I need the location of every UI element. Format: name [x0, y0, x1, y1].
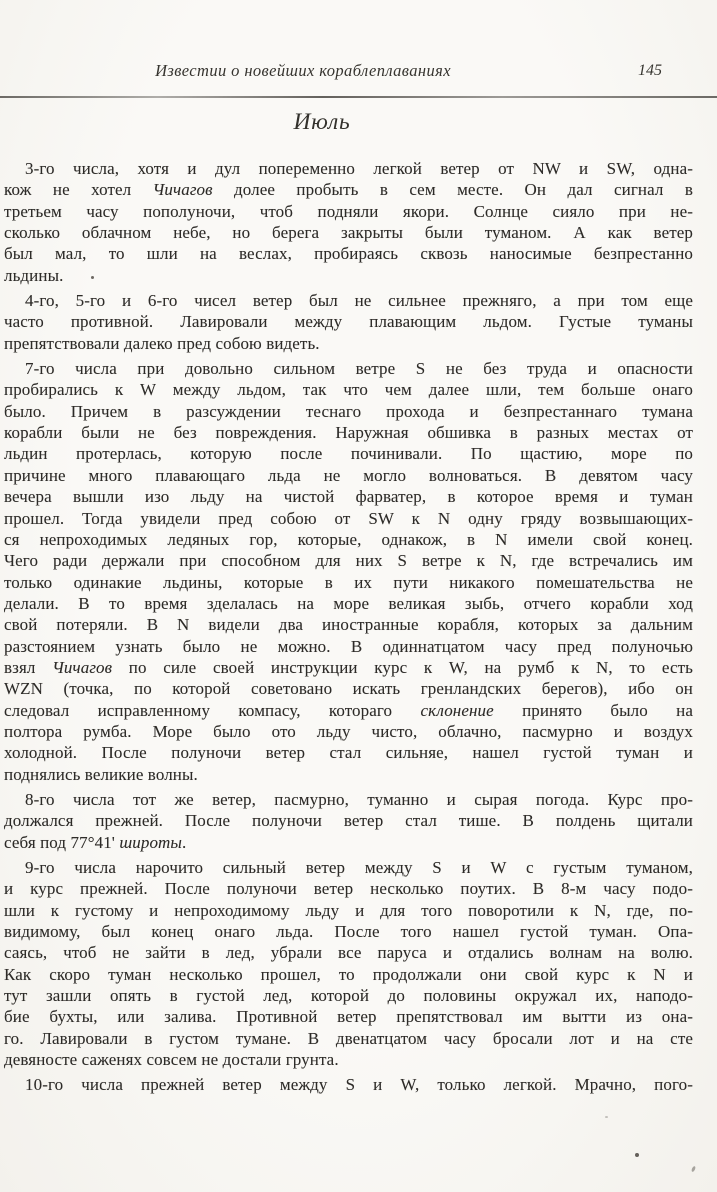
text-line: было. Причем в разсуждении теснаго прохода и безпрестаннаго тумана: [4, 401, 693, 421]
text-line: льдины.: [4, 265, 64, 285]
text-line: 4-го, 5-го и 6-го чисел ветер был не сильнее прежняго, а при том еще: [25, 291, 693, 311]
text-line: поднялись великие волны.: [4, 764, 198, 784]
paragraph: [4, 1074, 693, 1095]
text-line: следовал исправленному компасу, котораго склонение принято было на: [4, 700, 693, 720]
text-line: был мал, то шли на веслах, пробираясь сквозь наносимые безпрестанно: [4, 244, 693, 264]
ink-speck: [605, 1116, 608, 1118]
paragraph: [4, 789, 693, 853]
text-line: бие бухты, или залива. Противной ветер препятствовал им вытти из она-: [4, 1007, 693, 1027]
text-line: 8-го числа тот же ветер, пасмурно, туманно и сырая погода. Курс про-: [25, 789, 693, 809]
text-line: льдин протерлась, которую после починивали. По щастию, море по: [4, 444, 693, 464]
paragraph: [4, 290, 693, 354]
text-line: вечера вышли изо льду на чистой фарватер, в которое время и туман: [4, 487, 693, 507]
text-line: видимому, был конец онаго льда. После того нашел густой туман. Опа-: [4, 922, 693, 942]
text-line: холодной. После полуночи ветер стал сильняе, нашел густой туман и: [4, 743, 693, 763]
text-line: 9-го числа нарочито сильный ветер между S и W с густым туманом,: [25, 858, 693, 877]
text-line: 10-го числа прежней ветер между S и W, только легкой. Мрачно, пого-: [25, 1075, 693, 1095]
text-line: пробирались к W между льдом, так что чем далее шли, тем больше онаго: [4, 380, 693, 400]
section-title: Июль: [293, 109, 351, 135]
text-line: сколько облачном небе, но берега закрыты были туманом. А как ветер: [4, 223, 693, 243]
text-line: причине много плавающаго льда не могло волноваться. В девятом часу: [4, 465, 693, 485]
text-line: разстоянием узнать было не можно. В одиннатцатом часу пред полуночью: [4, 636, 693, 656]
text-line: и курс прежней. После полуночи ветер несколько поутих. В 8-м часу подо-: [4, 879, 693, 899]
page-number: 145: [638, 62, 662, 79]
text-line: девяносте саженях совсем не достали грунта.: [4, 1050, 339, 1070]
paragraph: [4, 857, 693, 1070]
ink-speck: [691, 1166, 696, 1173]
text-line: третьем часу пополуночи, чтоб подняли якори. Солнце сияло при не-: [4, 201, 693, 221]
page-text: [4, 158, 693, 1096]
text-line: полтора румба. Море было ото льду чисто, облачно, пасмурно и воздух: [4, 721, 693, 741]
text-line: ся непроходимых ледяных гор, которые, однакож, в N имели свой конец.: [4, 529, 693, 549]
text-line: саясь, чтоб не зайти в лед, убрали все паруса и отдались волнам на волю.: [4, 943, 693, 963]
text-line: 3-го числа, хотя и дул попеременно легкой ветер от NW и SW, одна-: [25, 159, 693, 178]
text-line: прошел. Тогда увидели пред собою от SW к N одну гряду возвышающих-: [4, 508, 693, 528]
text-line: себя под 77°41' широты.: [4, 832, 187, 852]
text-line: шли к густому и непроходимому льду и для того поворотили к N, где, по-: [4, 900, 693, 920]
text-line: взял Чичагов по силе своей инструкции курс к W, на румб к N, то есть: [4, 657, 693, 677]
text-line: 7-го числа при довольно сильном ветре S не без труда и опасности: [25, 359, 693, 379]
text-line: должался прежней. После полуночи ветер стал тише. В полдень щитали: [4, 811, 693, 831]
header-rule: [0, 96, 717, 98]
text-line: WZN (точка, по которой советовано искать гренландских берегов), ибо он: [4, 679, 693, 699]
paragraph: [4, 158, 693, 286]
text-line: Как скоро туман несколько прошел, то продолжали они свой курс к N и: [4, 964, 693, 984]
text-line: делали. В то время зделалась на море великая зыбь, отчего корабли ход: [4, 593, 693, 613]
text-line: только одинакие льдины, которые в их пути никакого помешательства не: [4, 572, 693, 592]
text-line: тут зашли опять в густой лед, которой до половины окружал их, наподо-: [4, 986, 693, 1006]
text-line: корабли были не без повреждения. Наружная обшивка в разных местах от: [4, 423, 693, 443]
text-line: го. Лавировали в густом тумане. В двенатцатом часу бросали лот и на сте: [4, 1028, 693, 1048]
text-line: кож не хотел Чичагов долее пробыть в сем месте. Он дал сигнал в: [4, 180, 693, 200]
ink-speck: [635, 1153, 639, 1157]
ink-speck: [91, 276, 94, 279]
running-title: Известии о новейших кораблеплаваниях: [155, 61, 451, 80]
text-line: препятствовали далеко пред собою видеть.: [4, 333, 320, 353]
text-line: свой потеряли. В N видели два иностранные корабля, которых за дальним: [4, 615, 693, 635]
text-line: Чего ради держали при способном для них S ветре к N, где встречались им: [4, 551, 693, 571]
paragraph: [4, 358, 693, 785]
text-line: часто противной. Лавировали между плавающим льдом. Густые туманы: [4, 312, 693, 332]
